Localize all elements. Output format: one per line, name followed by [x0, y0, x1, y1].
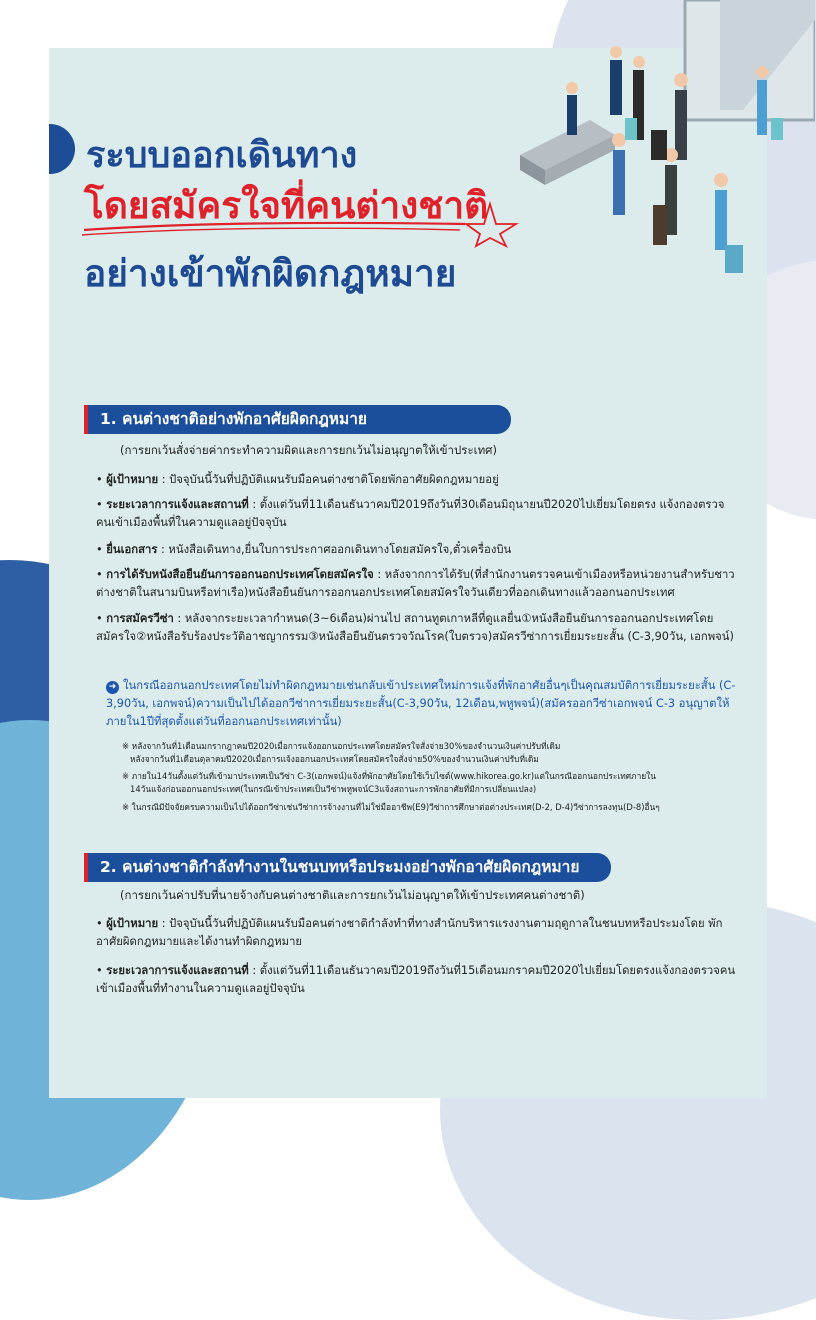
airport-departure-illustration — [515, 0, 815, 285]
section-1-item-target: • ผู้เป้าหมาย : ปัจจุบันนี้วันที่ปฏิบัติแผนรับมือคนต่างชาติโดยพักอาศัยผิดกฎหมายอยู่ — [96, 473, 499, 486]
section-1-note-1: ※ หลังจากวันที่1เดือนมกรากฎาคมปี2020เมื่อการแจ้งออกนอกประเทศโดยสมัครใจสั่งจ่าย30%ของจำนวนเงินค่าปรับที่เดิม หลังจากวันที่1เดือนตุลาคมปี2020เมื่อการแจ้งออกนอกประเทศโดยสมัครใจสั่งจ่าย50%ของจำนวนเงินค่าปรับที่เดิม — [122, 741, 561, 764]
section-2-item-period: • ระยะเวลาการแจ้งและสถานที่ : ตั้งแต่วันที่11เดือนธันวาคมปี2019ถึงวันที่15เดือนมกราคมปี2020ไปเยี่ยมโดยตรงแจ้งกองตรวจคนเข้าเมืองพื้นที่ทำงานในความดูแลอยู่ปัจจุบัน — [96, 964, 736, 995]
section-1-item-period: • ระยะเวลาการแจ้งและสถานที่ : ตั้งแต่วันที่11เดือนธันวาคมปี2019ถึงวันที่30เดือนมิถุนายนปี2020ไปเยี่ยมโดยตรง แจ้งกองตรวจคนเข้าเมืองพื้นที่ในความดูแลอยู่ปัจจุบัน — [96, 498, 725, 529]
section-1-note-3: ※ ในกรณีมีปัจจัยครบความเป็นไปได้ออกวีซ่าเช่นวีซ่าการจ้างงานที่ไม่ใช่มืออาชีพ(E9)วีซ่าการศึกษาต่อต่างประเทศ(D-2, D-4)วีซ่าการลงทุน(D-8)อื่นๆ — [122, 802, 660, 812]
red-underline-star-decoration — [80, 200, 520, 248]
section-1-item-confirmation: • การได้รับหนังสือยืนยันการออกนอกประเทศโดยสมัครใจ : หลังจากการได้รับ(ที่สำนักงานตรวจคนเข้าเมืองหรือหน่วยงานสำหรับชาวต่างชาติในสนามบินหรือท่าเรือ)หนังสือยืนยันการออกนอกประเทศโดยสมัครใจวันเดียวที่ออกเดินทางแล้วออกนอกประเทศ — [96, 568, 735, 599]
page-title-line-2: โดยสมัครใจที่คนต่างชาติ — [84, 184, 489, 227]
section-1-subtitle: (การยกเว้นสั่งจ่ายค่ากระทำความผิดและการยกเว้นไม่อนุญาตให้เข้าประเทศ) — [120, 443, 497, 457]
page-title-line-1: ระบบออกเดินทาง — [86, 135, 358, 176]
section-1-item-visa: • การสมัครวีซ่า : หลังจากระยะเวลากำหนด(3~6เดือน)ผ่านไป สถานทูตเกาหลีที่ดูแลยื่น①หนังสือยืนยันการออกนอกประเทศโดยสมัครใจ②หนังสือรับร้องประวัติอาชญากรรม③หนังสือยืนยันตรวจวัณโรค(ใบตรวจ)สมัครวีซ่าการเยี่ยมระยะสั้น (C-3,90วัน, เอกพจน์) — [96, 612, 734, 643]
section-2-heading: 2. คนต่างชาติกำลังทำงานในชนบทหรือประมงอย่างพักอาศัยผิดกฎหมาย — [87, 853, 611, 882]
section-1-highlight: ➜ ในกรณีออกนอกประเทศโดยไม่ทำผิดกฎหมายเช่นกลับเข้าประเทศใหม่การแจ้งที่พักอาศัยอื่นๆเป็นคุณสมบัติการเยี่ยมระยะสั้น (C-3,90วัน, เอกพจน์)ความเป็นไปได้ออกวีซ่าการเยี่ยมระยะสั้น(C-3,90วัน, 12เดือน,พหูพจน์)(สมัครออกวีซ่าเอกพจน์ C-3 อนุญาตให้ภายใน1ปีที่สุดตั้งแต่วันที่ออกนอกประเทศเท่านั้น) — [106, 679, 736, 728]
section-2-item-target: • ผู้เป้าหมาย : ปัจจุบันนี้วันที่ปฏิบัติแผนรับมือคนต่างชาติกำลังทำที่ทางสำนักบริหารแรงงานตามฤดูกาลในชนบทหรือประมงโดย พักอาศัยผิดกฎหมายและได้งานทำผิดกฎหมาย — [96, 917, 723, 948]
section-1-item-documents: • ยื่นเอกสาร : หนังสือเดินทาง,ยื่นใบการประกาศออกเดินทางโดยสมัครใจ,ตั๋วเครื่องบิน — [96, 543, 512, 556]
section-1-heading: 1. คนต่างชาติอย่างพักอาศัยผิดกฎหมาย — [87, 405, 511, 434]
section-2-subtitle: (การยกเว้นค่าปรับที่นายจ้างกับคนต่างชาติและการยกเว้นไม่อนุญาตให้เข้าประเทศคนต่างชาติ) — [120, 888, 585, 902]
arrow-right-icon: ➜ — [106, 681, 119, 694]
page-title-line-3: อย่างเข้าพักผิดกฎหมาย — [84, 252, 457, 295]
section-1-note-2: ※ ภายใน14วันตั้งแต่วันที่เข้ามาประเทศเป็นวีซ่า C-3(เอกพจน์)แจ้งที่พักอาศัยโดยใช้เว็บไซต์(www.hikorea.go.kr)แต่ในกรณีออกนอกประเทศภายใน 14วันแจ้งก่อนออกนอกประเทศ(ในกรณีเข้าประเทศเป็นวีซ่าพหูพจน์C3แจ้งสถานะการพักอาศัยที่มีการเปลี่ยนแปลง) — [122, 771, 656, 794]
